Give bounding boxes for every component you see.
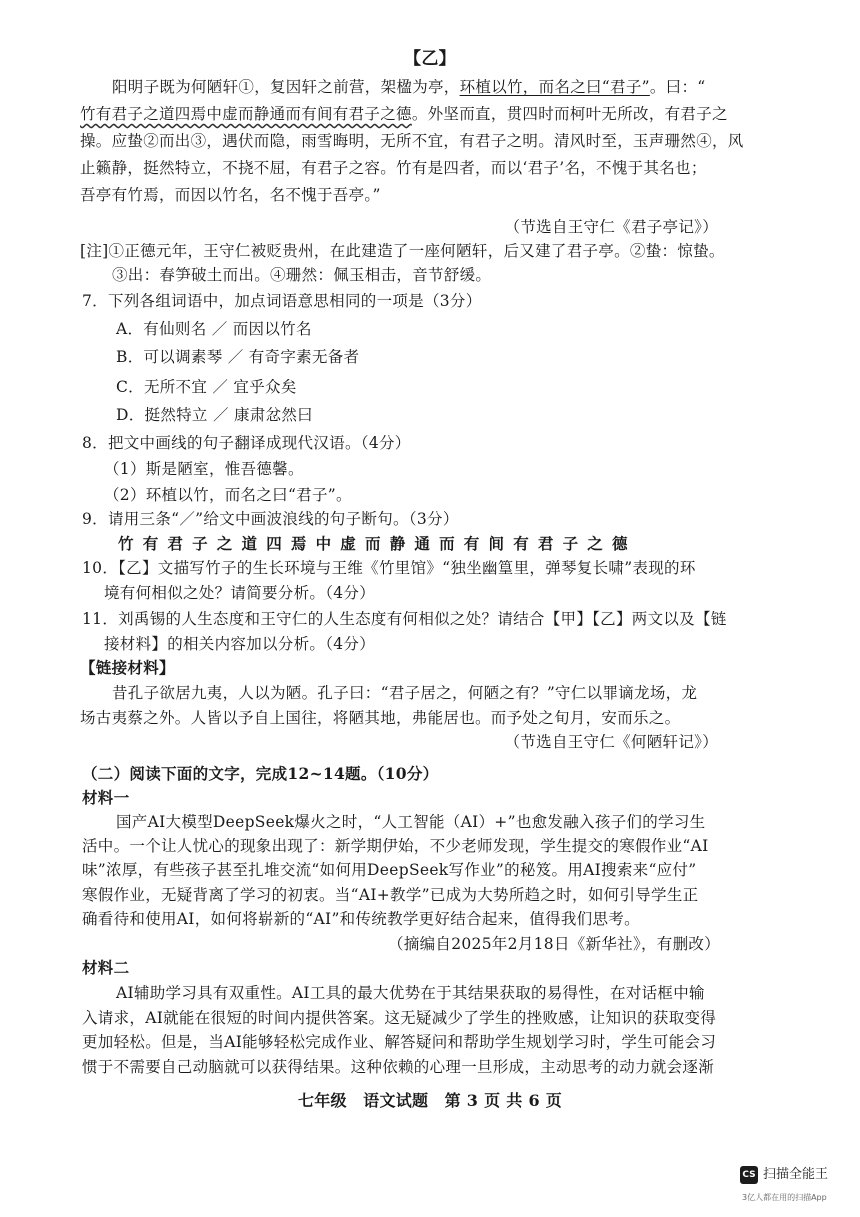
passage-line-2: 竹有君子之道四焉中虚而静通而有间有君子之德。外坚而直，贯四时而柯叶无所改，有君子之 [80, 105, 728, 123]
material-2-line-3: 更加轻松。但是，当AI能够轻松完成作业、解答疑问和帮助学生规划学习时，学生可能会习 [82, 1033, 717, 1051]
question-10-line-2: 境有何相似之处？请简要分析。（4分） [104, 584, 376, 602]
passage-line-3: 操。应蛰②而出③，遇伏而隐，雨雪晦明，无所不宜，有君子之明。清风时至，玉声珊然④，风 [80, 132, 744, 150]
watermark-app-name: 扫描全能王 [763, 1167, 829, 1182]
watermark-tagline: 3亿人都在用的扫描App [742, 1193, 827, 1202]
passage-line-5: 吾亭有竹焉，而因以竹名，名不愧于吾亭。” [80, 186, 381, 204]
material-1-line-1: 国产AI大模型DeepSeek爆火之时，“人工智能（AI）+”也愈发融入孩子们的学习生 [116, 813, 706, 831]
material-2-line-1: AI辅助学习具有双重性。AI工具的最大优势在于其结果获取的易得性，在对话框中输 [116, 984, 705, 1002]
link-material-heading: 【链接材料】 [80, 658, 175, 677]
passage-line-1: 阳明子既为何陋轩①，复因轩之前营，架楹为亭，环植以竹，而名之曰“君子”。曰：“ [112, 78, 706, 96]
material-1-line-5: 确看待和使用AI，如何将崭新的“AI”和传统教学更好结合起来，值得我们思考。 [82, 910, 640, 928]
q8-item-1: （1）斯是陋室，惟吾德馨。 [104, 460, 304, 478]
question-9: 9．请用三条“／”给文中画波浪线的句子断句。（3分） [82, 510, 459, 528]
q9-sentence: 竹有君子之道四焉中虚而静通而有间有君子之德 [118, 534, 637, 553]
link-material-line-2: 场古夷蔡之外。人皆以予自上国往，将陋其地，弗能居也。而予处之旬月，安而乐之。 [80, 709, 681, 727]
underlined-sentence: 环植以竹，而名之曰“君子” [459, 78, 650, 96]
note-line-1: [注]①正德元年，王守仁被贬贵州，在此建造了一座何陋轩，后又建了君子亭。②蛰：惊蛰。 [80, 242, 725, 260]
material-1-line-2: 活中。一个让人忧心的现象出现了：新学期伊始，不少老师发现，学生提交的寒假作业“AI [82, 837, 709, 855]
link-material-source: （节选自王守仁《何陋轩记》） [504, 733, 718, 751]
question-8: 8．把文中画线的句子翻译成现代汉语。（4分） [82, 434, 411, 452]
material-1-line-3: 味”浓厚，有些孩子甚至扎堆交流“如何用DeepSeek写作业”的秘笈。用AI搜索来“应付” [82, 861, 697, 879]
question-7: 7．下列各组词语中，加点词语意思相同的一项是（3分） [82, 292, 482, 310]
material-2-line-4: 惯于不需要自己动脑就可以获得结果。这种依赖的心理一旦形成，主动思考的动力就会逐渐 [82, 1058, 715, 1076]
section-yi-heading: 【乙】 [404, 49, 456, 69]
part-2-heading: （二）阅读下面的文字，完成12~14题。（10分） [82, 764, 439, 783]
section-yi-source: （节选自王守仁《君子亭记》） [504, 218, 718, 236]
passage-line-4: 止籁静，挺然特立，不挠不屈，有君子之容。竹有是四者，而以‘君子’名，不愧于其名也； [80, 159, 707, 177]
material-2-line-2: 入请求，AI就能在很短的时间内提供答案。这无疑减少了学生的挫败感，让知识的获取变得 [82, 1009, 717, 1027]
material-1-line-4: 寒假作业，无疑背离了学习的初衷。当“AI+教学”已成为大势所趋之时，如何引导学生正 [82, 886, 699, 904]
link-material-line-1: 昔孔子欲居九夷，人以为陋。孔子曰：“君子居之，何陋之有？”守仁以罪谪龙场，龙 [112, 684, 698, 702]
material-1-source: （摘编自2025年2月18日《新华社》，有删改） [388, 935, 720, 953]
wavy-sentence: 竹有君子之道四焉中虚而静通而有间有君子之德 [80, 105, 412, 123]
q8-item-2: （2）环植以竹，而名之曰“君子”。 [104, 486, 352, 504]
page-footer: 七年级 语文试题 第 3 页 共 6 页 [297, 1091, 563, 1110]
q7-option-b: B．可以调素琴 ／ 有奇字素无备者 [116, 348, 360, 366]
question-11-line-2: 接材料】的相关内容加以分析。（4分） [104, 635, 376, 653]
camscanner-logo-icon: CS [740, 1166, 758, 1184]
material-1-title: 材料一 [82, 788, 130, 807]
material-2-title: 材料二 [82, 958, 130, 977]
q7-option-a: A．有仙则名 ／ 而因以竹名 [116, 320, 312, 338]
question-11-line-1: 11．刘禹锡的人生态度和王守仁的人生态度有何相似之处？请结合【甲】【乙】两文以及【链 [82, 610, 727, 628]
q7-option-d: D．挺然特立 ／ 康肃忿然曰 [116, 406, 313, 424]
question-10-line-1: 10．【乙】文描写竹子的生长环境与王维《竹里馆》“独坐幽篁里，弹琴复长啸”表现的环 [82, 559, 696, 577]
note-line-2: ③出：春笋破土而出。④珊然：佩玉相击，音节舒缓。 [112, 266, 492, 284]
q7-option-c: C．无所不宜 ／ 宜乎众矣 [116, 378, 297, 396]
